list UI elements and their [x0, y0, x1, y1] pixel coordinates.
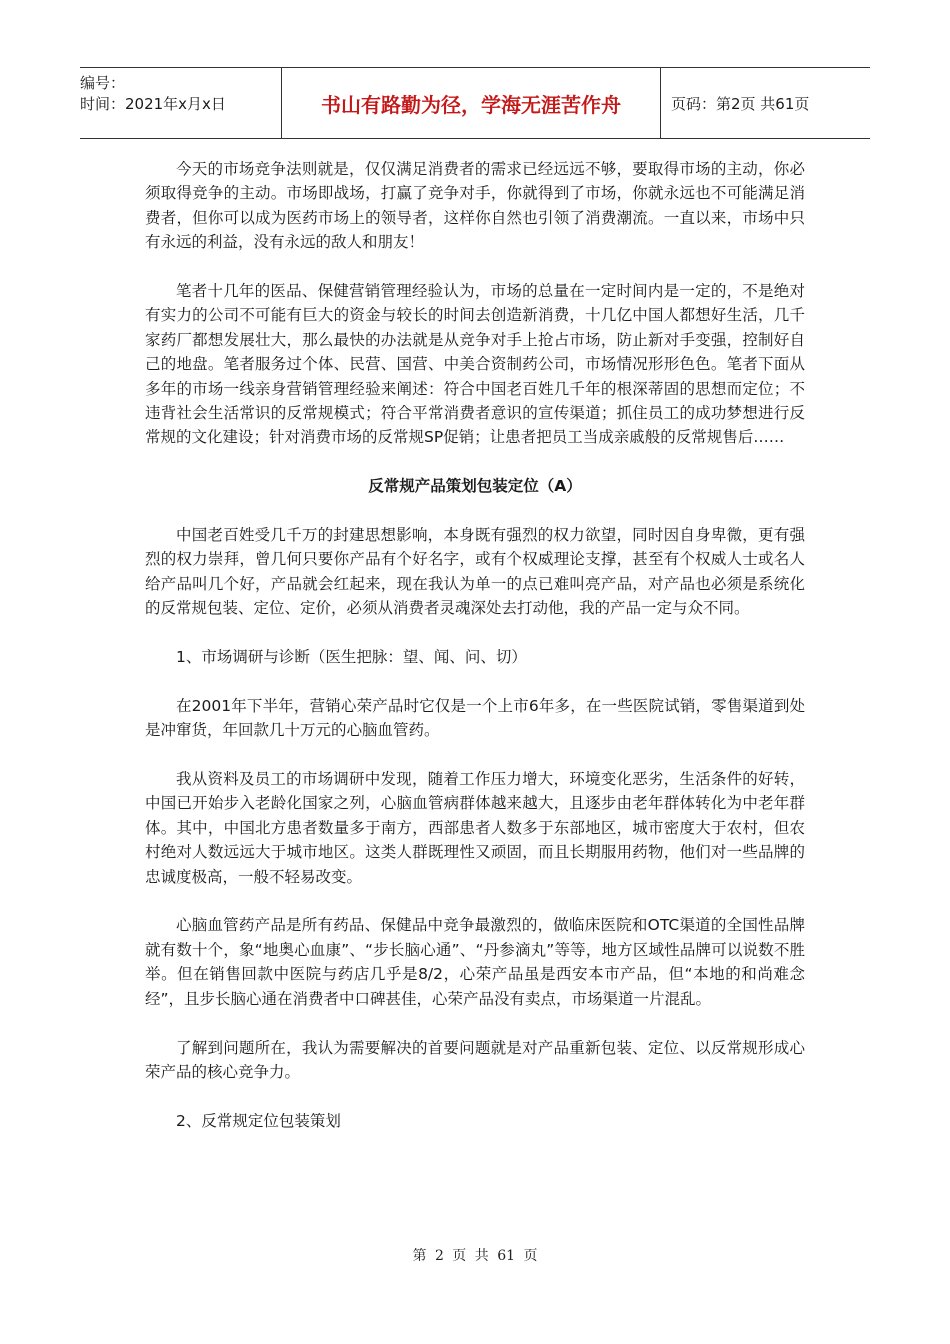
header-meta	[80, 68, 280, 138]
paragraph-8: 了解到问题所在，我认为需要解决的首要问题就是对产品重新包装、定位、以反常规形成心荣产品的核心竞争力。	[145, 1038, 805, 1081]
page-footer: 第 2 页 共 61 页	[412, 1248, 538, 1264]
paragraph-7: 心脑血管药产品是所有药品、保健品中竞争最激烈的，做临床医院和OTC渠道的全国性品牌就有数十个，象“地奥心血康”、“步长脑心通”、“丹参滴丸”等等，地方区域性品牌可以说数不胜举。但在销售回款中医院与药店几乎是8/2，心荣产品虽是西安本市产品，但“本地的和尚难念经”，且步长脑心通在消费者中口碑甚佳，心荣产品没有卖点，市场渠道一片混乱。	[145, 916, 805, 1008]
header-motto: 书山有路勤为径，学海无涯苦作舟	[281, 68, 661, 138]
section-heading: 反常规产品策划包装定位（A）	[368, 477, 582, 496]
paragraph-6: 我从资料及员工的市场调研中发现，随着工作压力增大，环境变化恶劣，生活条件的好转，中国已开始步入老龄化国家之列，心脑血管病群体越来越大，且逐步由老年群体转化为中老年群体。其中，中国北方患者数量多于南方，西部患者人数多于东部地区，城市密度大于农村，但农村绝对人数远远大于城市地区。这类人群既理性又顽固，而且长期服用药物，他们对一些品牌的忠诚度极高，一般不轻易改变。	[145, 770, 805, 886]
document-body	[145, 157, 805, 1158]
date-label: 时间：2021年x月x日	[80, 95, 226, 113]
paragraph-3: 中国老百姓受几千万的封建思想影响，本身既有强烈的权力欲望，同时因自身卑微，更有强烈的权力崇拜，曾几何只要你产品有个好名字，或有个权威理论支撑，甚至有个权威人士或名人给产品叫几个好，产品就会红起来，现在我认为单一的点已难叫亮产品，对产品也必须是系统化的反常规包装、定位、定价，必须从消费者灵魂深处去打动他，我的产品一定与众不同。	[145, 526, 805, 618]
code-label: 编号：	[80, 74, 126, 92]
page-header	[80, 67, 870, 139]
paragraph-4: 1、市场调研与诊断（医生把脉：望、闻、问、切）	[176, 648, 527, 667]
paragraph-5: 在2001年下半年，营销心荣产品时它仅是一个上市6年多，在一些医院试销，零售渠道到处是冲窜货，年回款几十万元的心脑血管药。	[145, 696, 805, 740]
paragraph-1: 今天的市场竞争法则就是，仅仅满足消费者的需求已经远远不够，要取得市场的主动，你必须取得竞争的主动。市场即战场，打赢了竞争对手，你就得到了市场，你就永远也不可能满足消费者，但你可以成为医药市场上的领导者，这样你自然也引领了消费潮流。一直以来，市场中只有永远的利益，没有永远的敌人和朋友！	[145, 160, 805, 252]
header-page-label: 页码：第2页 共61页	[671, 94, 810, 113]
paragraph-9: 2、反常规定位包装策划	[176, 1111, 341, 1130]
paragraph-2: 笔者十几年的医品、保健营销管理经验认为，市场的总量在一定时间内是一定的，不是绝对有实力的公司不可能有巨大的资金与较长的时间去创造新消费，十几亿中国人都想好生活，几千家药厂都想发展壮大，那么最快的办法就是从竞争对手上抢占市场，防止新对手变强，控制好自己的地盘。笔者服务过个体、民营、国营、中美合资制药公司，市场情况形形色色。笔者下面从多年的市场一线亲身营销管理经验来阐述：符合中国老百姓几千年的根深蒂固的思想而定位；不违背社会生活常识的反常规模式；符合平常消费者意识的宣传渠道；抓住员工的成功梦想进行反常规的文化建设；针对消费市场的反常规SP促销；让患者把员工当成亲戚般的反常规售后……	[145, 282, 805, 447]
